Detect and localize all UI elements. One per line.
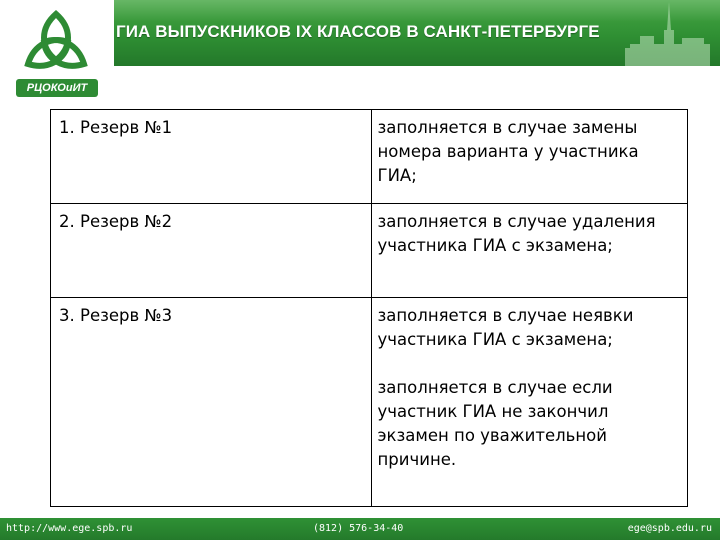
description-text: заполняется в случае неявки участника ГИА с экзамена;	[377, 306, 634, 349]
reserve-description	[371, 204, 688, 298]
triquetra-logo-icon	[18, 8, 94, 74]
website-link[interactable]: http://www.ege.spb.ru	[6, 523, 133, 534]
description-text: заполняется в случае замены номера варианта у участника ГИА;	[377, 118, 639, 185]
paragraph-gap	[378, 352, 680, 376]
email-link[interactable]: ege@spb.edu.ru	[627, 523, 712, 534]
reserve-label: 3. Резерв №3	[51, 298, 372, 507]
reserve-description	[371, 110, 688, 204]
description-text: заполняется в случае удаления участника ГИА с экзамена;	[377, 212, 656, 255]
reserve-label: 2. Резерв №2	[51, 204, 372, 298]
page-title: ГИА ВЫПУСКНИКОВ IX КЛАССОВ В САНКТ-ПЕТЕРБУРГЕ	[116, 22, 600, 41]
city-skyline-icon	[620, 0, 720, 66]
phone-number: (812) 576-34-40	[313, 523, 404, 534]
table-row	[51, 110, 688, 204]
reserve-description	[371, 298, 688, 507]
table-row	[51, 204, 688, 298]
logo	[0, 0, 114, 102]
footer-bar	[0, 518, 720, 540]
logo-label: РЦОКОиИТ	[16, 79, 98, 97]
table-row	[51, 298, 688, 507]
reserve-table	[50, 109, 688, 507]
description-text-secondary: заполняется в случае если участник ГИА не закончил экзамен по уважительной причине.	[377, 378, 613, 469]
reserve-label: 1. Резерв №1	[51, 110, 372, 204]
